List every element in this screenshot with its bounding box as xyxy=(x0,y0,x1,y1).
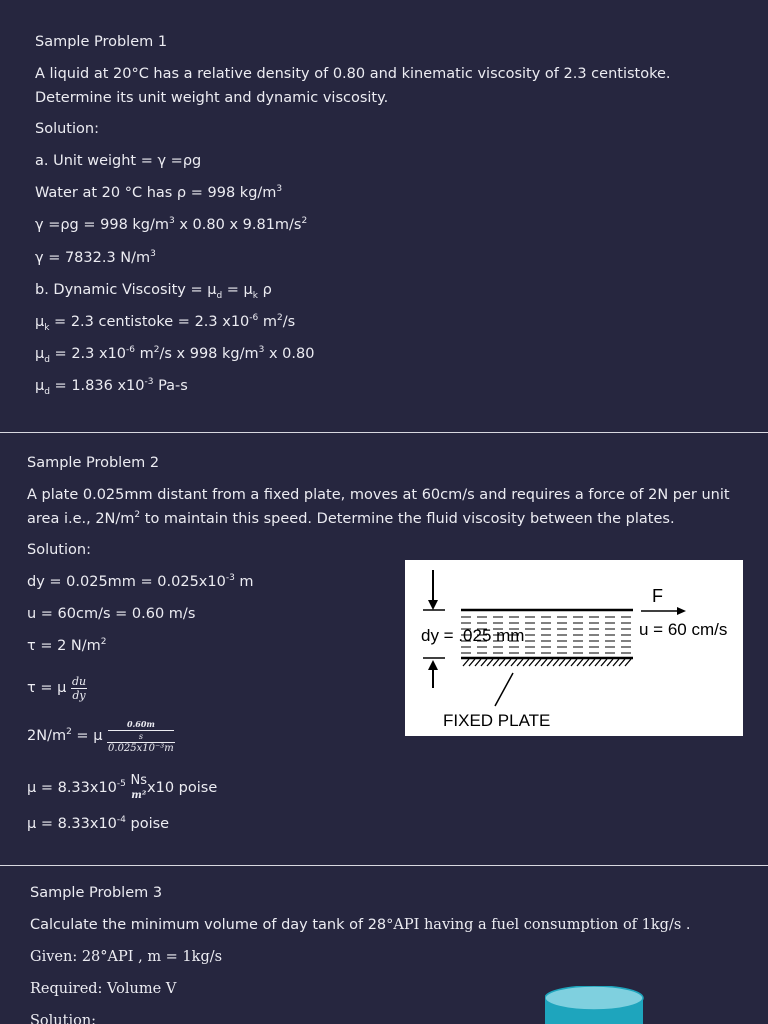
problem-1-step-a: a. Unit weight = γ =ρg xyxy=(35,153,202,169)
subscript: d xyxy=(216,290,223,301)
force-arrowhead xyxy=(677,607,686,615)
velocity-label: u = 60 cm/s xyxy=(639,620,728,639)
exponent: -6 xyxy=(249,313,259,324)
exponent: -3 xyxy=(225,573,235,584)
fraction-numerator: du xyxy=(71,674,87,688)
exponent: -4 xyxy=(116,815,126,826)
tank-top xyxy=(545,986,643,1010)
problem-2-shear-stress xyxy=(27,636,107,656)
day-tank-illustration xyxy=(545,986,645,1024)
exponent: 2 xyxy=(66,727,72,738)
mu-text: μ = 8.33x10 xyxy=(27,780,117,796)
problem-2-mu-result-1 xyxy=(27,773,217,803)
velocity-value: 0.60m xyxy=(126,718,155,729)
problem-1-water-density xyxy=(35,183,282,203)
exponent: 3 xyxy=(169,216,175,227)
subscript: d xyxy=(44,386,50,397)
exponent: 3 xyxy=(150,249,156,260)
exponent: 3 xyxy=(276,184,283,195)
statement-end: . xyxy=(681,917,691,933)
exponent: 3 xyxy=(258,345,265,356)
dy-text: dy = 0.025mm = 0.025x10 xyxy=(27,574,226,590)
mud-end: x 0.80 xyxy=(264,346,315,362)
problem-1-gamma-equation xyxy=(35,215,307,235)
problem-3-title: Sample Problem 3 xyxy=(30,885,163,901)
exponent: -5 xyxy=(116,779,126,790)
mud-density: /s x 998 kg/m xyxy=(159,346,259,362)
force-text: 2N/m xyxy=(27,728,67,744)
tau-equation: τ = μ xyxy=(27,680,67,696)
exponent: 2 xyxy=(134,510,141,521)
fraction-denominator: dy xyxy=(72,688,86,702)
dy-arrowhead-bottom xyxy=(428,660,438,670)
gamma-text: γ =ρg = 998 kg/m xyxy=(35,217,170,233)
statement-serif: API having a fuel consumption of 1kg/s xyxy=(393,917,682,933)
muk-unit: m xyxy=(258,314,277,330)
tau-text: τ = 2 N/m xyxy=(27,638,101,654)
mud2-unit: Pa-s xyxy=(153,378,188,394)
problem-3-given xyxy=(30,947,222,967)
plates-diagram-svg xyxy=(405,560,743,736)
problem-2-statement xyxy=(27,483,737,531)
problem-1-title: Sample Problem 1 xyxy=(35,34,168,50)
problem-2-velocity: u = 60cm/s = 0.60 m/s xyxy=(27,606,196,622)
force-label: F xyxy=(652,586,663,606)
fixed-plate-hatching xyxy=(463,659,631,666)
problem-3-statement xyxy=(30,915,691,935)
water-density-text: Water at 20 °C has ρ = 998 kg/m xyxy=(35,185,277,201)
subscript: k xyxy=(44,322,50,333)
sample-problem-2 xyxy=(0,433,768,865)
plates-diagram xyxy=(405,560,743,736)
sample-problem-1 xyxy=(0,0,768,432)
ns-per-m2-fraction xyxy=(131,773,148,803)
problem-2-newton-law xyxy=(27,673,87,703)
problem-1-step-b xyxy=(35,280,272,300)
problem-1-solution-label: Solution: xyxy=(35,121,99,137)
mud-unit: m xyxy=(135,346,154,362)
mu-symbol: μ xyxy=(35,314,45,330)
fixed-plate-label: FIXED PLATE xyxy=(443,711,551,730)
problem-1-kinematic-viscosity xyxy=(35,312,295,332)
problem-2-title: Sample Problem 2 xyxy=(27,455,160,471)
fraction-numerator: Ns xyxy=(130,773,148,788)
problem-2-mu-result-2 xyxy=(27,814,169,834)
problem-2-substitution xyxy=(27,716,175,756)
mu-conversion: x10 poise xyxy=(147,780,218,796)
muk-unit-end: /s xyxy=(282,314,296,330)
mu-unit: poise xyxy=(125,816,170,832)
day-tank-svg xyxy=(545,986,645,1024)
dy-unit: m xyxy=(234,574,254,590)
mud-text: = 2.3 x10 xyxy=(49,346,127,362)
problem-1-dynamic-viscosity-calc xyxy=(35,344,314,364)
given-serif: API , m = 1kg/s xyxy=(107,949,223,965)
exponent: -3 xyxy=(144,377,154,388)
exponent: 2 xyxy=(301,216,308,227)
fraction-denominator: 0.025x10⁻³m xyxy=(108,742,174,754)
mu-symbol: μ xyxy=(35,378,45,394)
problem-1-statement: A liquid at 20°C has a relative density of 0.80 and kinematic viscosity of 2.3 centistoke. Determine its unit weight and dynamic viscosity. xyxy=(35,66,671,106)
statement-text: Calculate the minimum volume of day tank of 28° xyxy=(30,917,394,933)
du-dy-fraction xyxy=(71,675,87,702)
step-b-text: b. Dynamic Viscosity = μ xyxy=(35,282,217,298)
fixed-plate-leader xyxy=(495,673,513,706)
exponent: 2 xyxy=(153,345,160,356)
velocity-over-distance-fraction xyxy=(107,719,175,754)
exponent: 2 xyxy=(277,313,283,324)
fraction-denominator: m² xyxy=(131,790,147,801)
mud2-text: = 1.836 x10 xyxy=(49,378,145,394)
mu-equals: = μ xyxy=(71,728,103,744)
statement-text: A plate 0.025mm distant from a fixed plate, moves at 60cm/s and requires a force of 2N per unit area i.e., 2N/m xyxy=(27,487,730,527)
mu-text: μ = 8.33x10 xyxy=(27,816,117,832)
given-text: Given: 28° xyxy=(30,949,108,965)
problem-2-solution-label: Solution: xyxy=(27,542,91,558)
problem-1-gamma-result xyxy=(35,248,156,268)
dy-arrowhead-top xyxy=(428,600,438,610)
step-b-mid: = μ xyxy=(222,282,253,298)
gamma-text-mid: x 0.80 x 9.81m/s xyxy=(174,217,302,233)
step-b-suffix: ρ xyxy=(257,282,272,298)
gamma-result-text: γ = 7832.3 N/m xyxy=(35,250,151,266)
mu-symbol: μ xyxy=(35,346,45,362)
problem-3-solution-label: Solution: xyxy=(30,1013,97,1024)
exponent: -6 xyxy=(126,345,136,356)
exponent: 2 xyxy=(100,637,107,648)
statement-text-end: to maintain this speed. Determine the fluid viscosity between the plates. xyxy=(140,511,675,527)
velocity-unit: s xyxy=(108,730,174,742)
problem-1-dynamic-viscosity-result xyxy=(35,376,188,396)
sample-problem-3 xyxy=(0,866,768,1024)
muk-text: = 2.3 centistoke = 2.3 x10 xyxy=(49,314,250,330)
gap-label: dy = .025 mm xyxy=(421,626,525,645)
subscript: k xyxy=(252,290,258,301)
fraction-numerator xyxy=(107,719,175,743)
subscript: d xyxy=(44,354,50,365)
problem-3-required: Required: Volume V xyxy=(30,981,177,997)
problem-2-dy xyxy=(27,572,254,592)
